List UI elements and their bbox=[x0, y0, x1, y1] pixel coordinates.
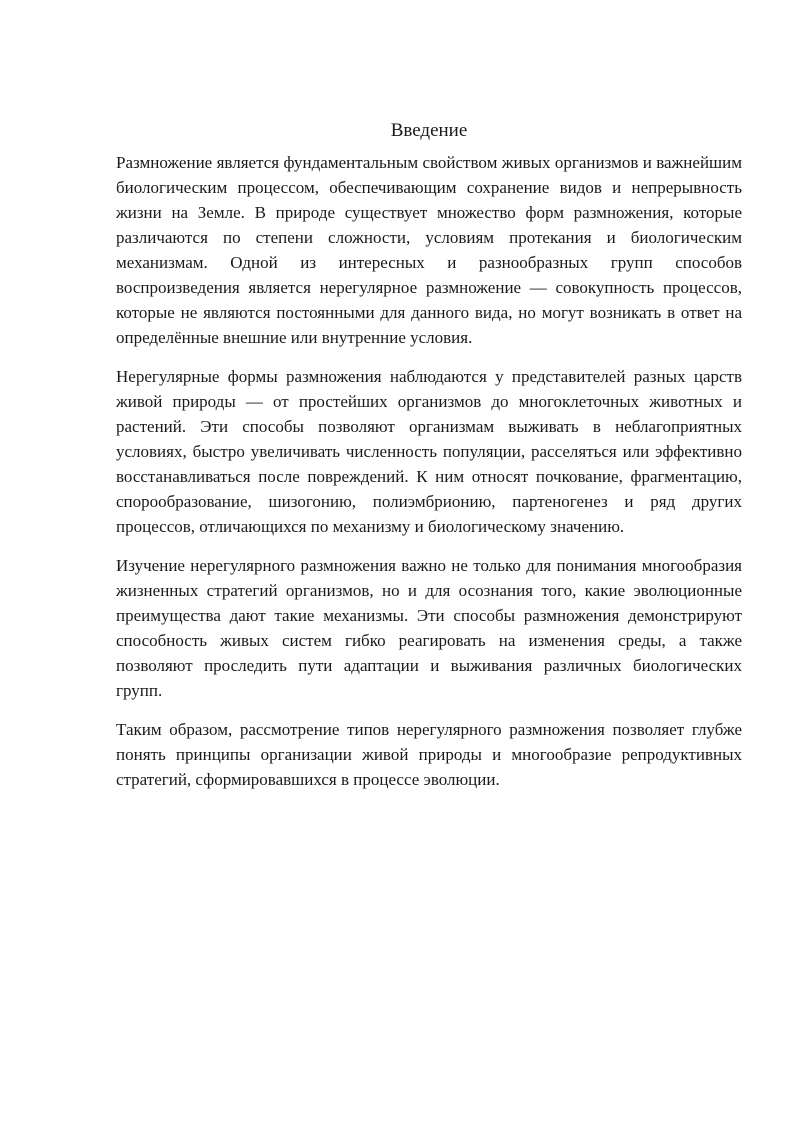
paragraph-1: Размножение является фундаментальным свойством живых организмов и важнейшим биологическим процессом, обеспечивающим сохранение видов и непрерывность жизни на Земле. В природе существует множество форм размножения, которые различаются по степени сложности, условиям протекания и биологическим механизмам. Одной из интересных и разнообразных групп способов воспроизведения является нерегулярное размножение — совокупность процессов, которые не являются постоянными для данного вида, но могут возникать в ответ на определённые внешние или внутренние условия. bbox=[116, 153, 742, 347]
paragraph-3: Изучение нерегулярного размножения важно не только для понимания многообразия жизненных стратегий организмов, но и для осознания того, какие эволюционные преимущества дают такие механизмы. Эти способы размножения демонстрируют способность живых систем гибко реагировать на изменения среды, а также позволяют проследить пути адаптации и выживания различных биологических групп. bbox=[116, 556, 742, 700]
paragraph-4: Таким образом, рассмотрение типов нерегулярного размножения позволяет глубже понять принципы организации живой природы и многообразие репродуктивных стратегий, сформировавшихся в процессе эволюции. bbox=[116, 720, 742, 789]
paragraph-2: Нерегулярные формы размножения наблюдаются у представителей разных царств живой природы — от простейших организмов до многоклеточных животных и растений. Эти способы позволяют организмам выживать в неблагоприятных условиях, быстро увеличивать численность популяции, расселяться или эффективно восстанавливаться после повреждений. К ним относят почкование, фрагментацию, спорообразование, шизогонию, полиэмбрионию, партеногенез и ряд других процессов, отличающихся по механизму и биологическому значению. bbox=[116, 367, 742, 536]
section-title: Введение bbox=[390, 120, 468, 141]
document-body bbox=[116, 116, 742, 806]
